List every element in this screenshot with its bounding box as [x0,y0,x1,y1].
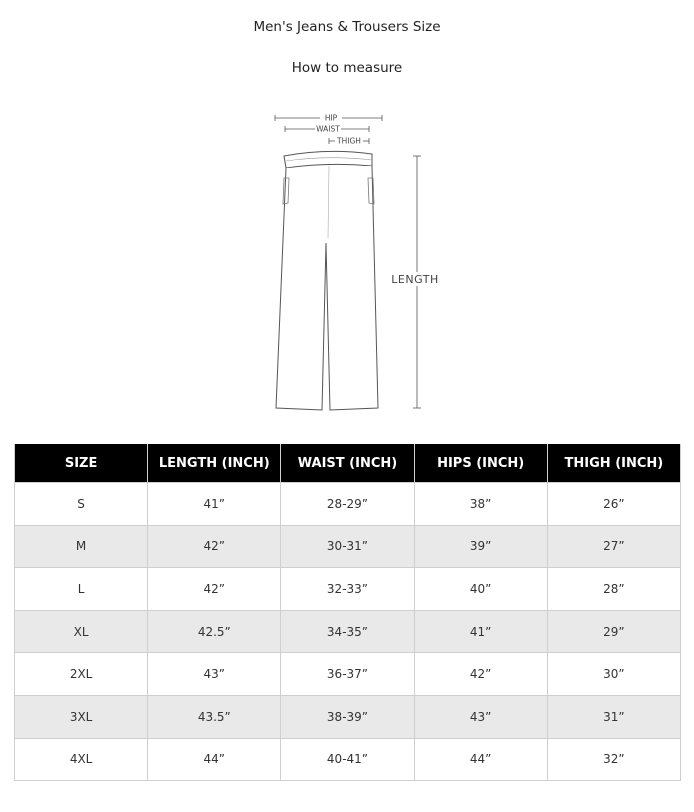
size-cell: L [15,568,148,611]
header-thigh: THIGH (INCH) [547,444,680,483]
header-size: SIZE [15,444,148,483]
header-length: LENGTH (INCH) [148,444,281,483]
length-label: LENGTH [391,273,439,286]
header-row [15,444,681,483]
length-cell: 43.5” [148,695,281,738]
hips-cell: 41” [414,610,547,653]
thigh-cell: 27” [547,525,680,568]
length-cell: 41” [148,483,281,526]
trousers-outline-figure [260,108,450,418]
waist-cell: 28-29” [281,483,414,526]
table-row [15,568,681,611]
size-chart-header [15,444,681,483]
hips-cell: 43” [414,695,547,738]
thigh-cell: 29” [547,610,680,653]
waist-label: WAIST [316,124,340,134]
size-cell: 3XL [15,695,148,738]
thigh-cell: 31” [547,695,680,738]
page-subtitle: How to measure [291,60,403,76]
waist-cell: 38-39” [281,695,414,738]
thigh-label: THIGH [337,136,361,146]
hips-cell: 42” [414,653,547,696]
length-cell: 44” [148,738,281,781]
trousers-measurement-diagram [260,108,450,418]
header-waist: WAIST (INCH) [281,444,414,483]
waist-cell: 40-41” [281,738,414,781]
length-cell: 42” [148,568,281,611]
waist-cell: 36-37” [281,653,414,696]
table-row [15,610,681,653]
thigh-cell: 32” [547,738,680,781]
size-cell: 2XL [15,653,148,696]
hips-cell: 39” [414,525,547,568]
hip-label: HIP [324,113,338,123]
hips-cell: 38” [414,483,547,526]
size-chart-body [15,483,681,781]
size-cell: XL [15,610,148,653]
table-row [15,738,681,781]
thigh-cell: 30” [547,653,680,696]
table-row [15,483,681,526]
header-hips: HIPS (INCH) [414,444,547,483]
size-cell: M [15,525,148,568]
hips-cell: 44” [414,738,547,781]
size-cell: S [15,483,148,526]
waist-cell: 34-35” [281,610,414,653]
length-cell: 42” [148,525,281,568]
table-row [15,695,681,738]
size-chart-table [14,444,681,781]
thigh-cell: 28” [547,568,680,611]
length-cell: 43” [148,653,281,696]
table-row [15,653,681,696]
waist-cell: 30-31” [281,525,414,568]
waist-cell: 32-33” [281,568,414,611]
thigh-cell: 26” [547,483,680,526]
size-cell: 4XL [15,738,148,781]
page-title: Men's Jeans & Trousers Size [253,19,441,35]
length-cell: 42.5” [148,610,281,653]
table-row [15,525,681,568]
hips-cell: 40” [414,568,547,611]
